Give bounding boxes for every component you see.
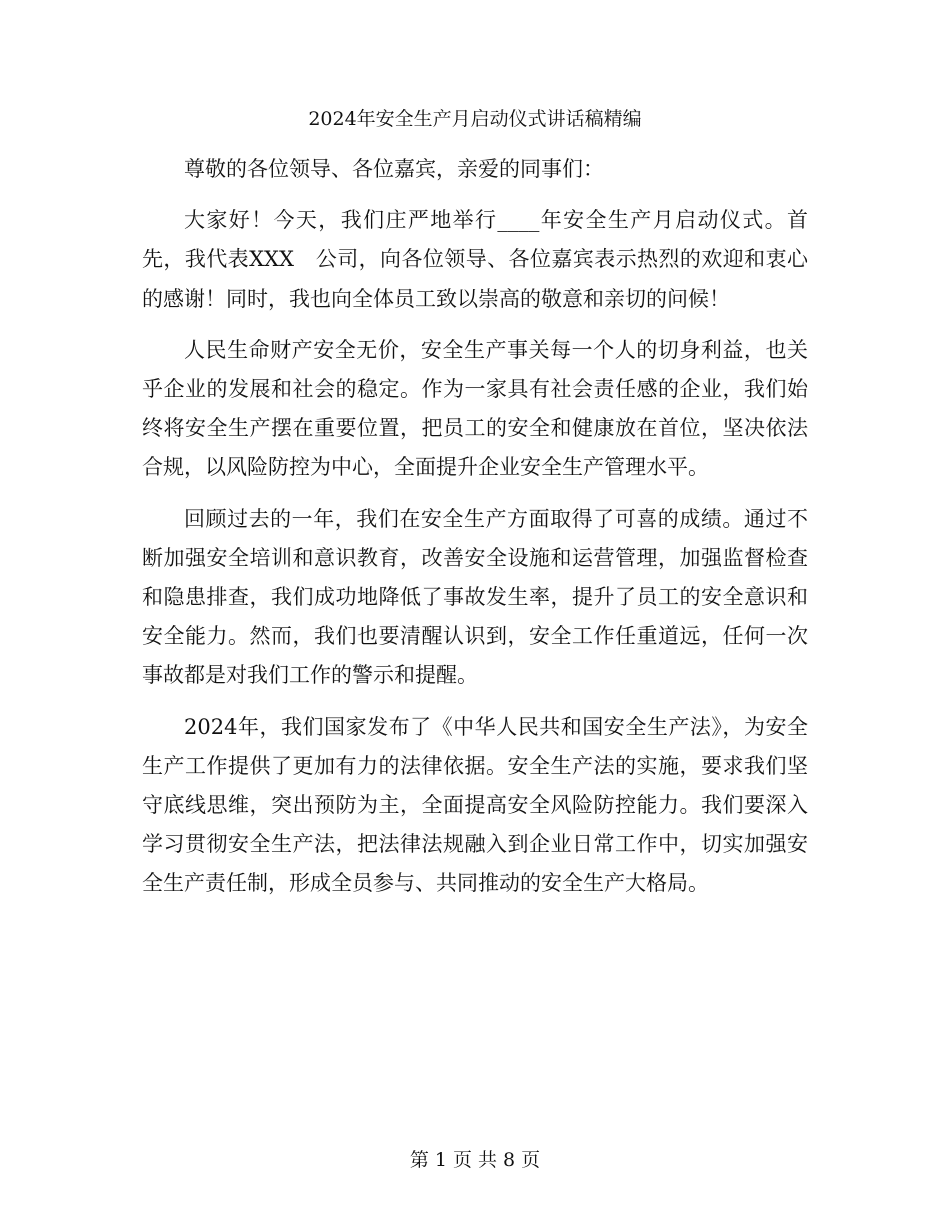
paragraph-safety-law: 2024年，我们国家发布了《中华人民共和国安全生产法》，为安全生产工作提供了更加有力的法律依据。安全生产法的实施，要求我们坚守底线思维，突出预防为主，全面提高安全风险防控能力。我们要深入学习贯彻安全生产法，把法律法规融入到企业日常工作中，切实加强安全生产责任制，形成全员参与、共同推动的安全生产大格局。 — [142, 714, 808, 896]
paragraph-safety-value: 人民生命财产安全无价，安全生产事关每一个人的切身利益，也关乎企业的发展和社会的稳定。作为一家具有社会责任感的企业，我们始终将安全生产摆在重要位置，把员工的安全和健康放在首位，坚决依法合规，以风险防控为中心，全面提升企业安全生产管理水平。 — [142, 337, 808, 480]
paragraph-salutation: 尊敬的各位领导、各位嘉宾，亲爱的同事们： — [184, 157, 604, 181]
document-body — [142, 150, 808, 904]
document-title: 2024年安全生产月启动仪式讲话稿精编 — [308, 108, 642, 130]
paragraph-review: 回顾过去的一年，我们在安全生产方面取得了可喜的成绩。通过不断加强安全培训和意识教育，改善安全设施和运营管理，加强监督检查和隐患排查，我们成功地降低了事故发生率，提升了员工的安全意识和安全能力。然而，我们也要清醒认识到，安全工作任重道远，任何一次事故都是对我们工作的警示和提醒。 — [142, 506, 808, 688]
paragraph-greeting: 大家好！今天，我们庄严地举行____年安全生产月启动仪式。首先，我代表XXX 公司，向各位领导、各位嘉宾表示热烈的欢迎和衷心的感谢！同时，我也向全体员工致以崇高的敬意和亲切的问候！ — [142, 208, 808, 311]
page-number-footer: 第 1 页 共 8 页 — [409, 1149, 541, 1171]
